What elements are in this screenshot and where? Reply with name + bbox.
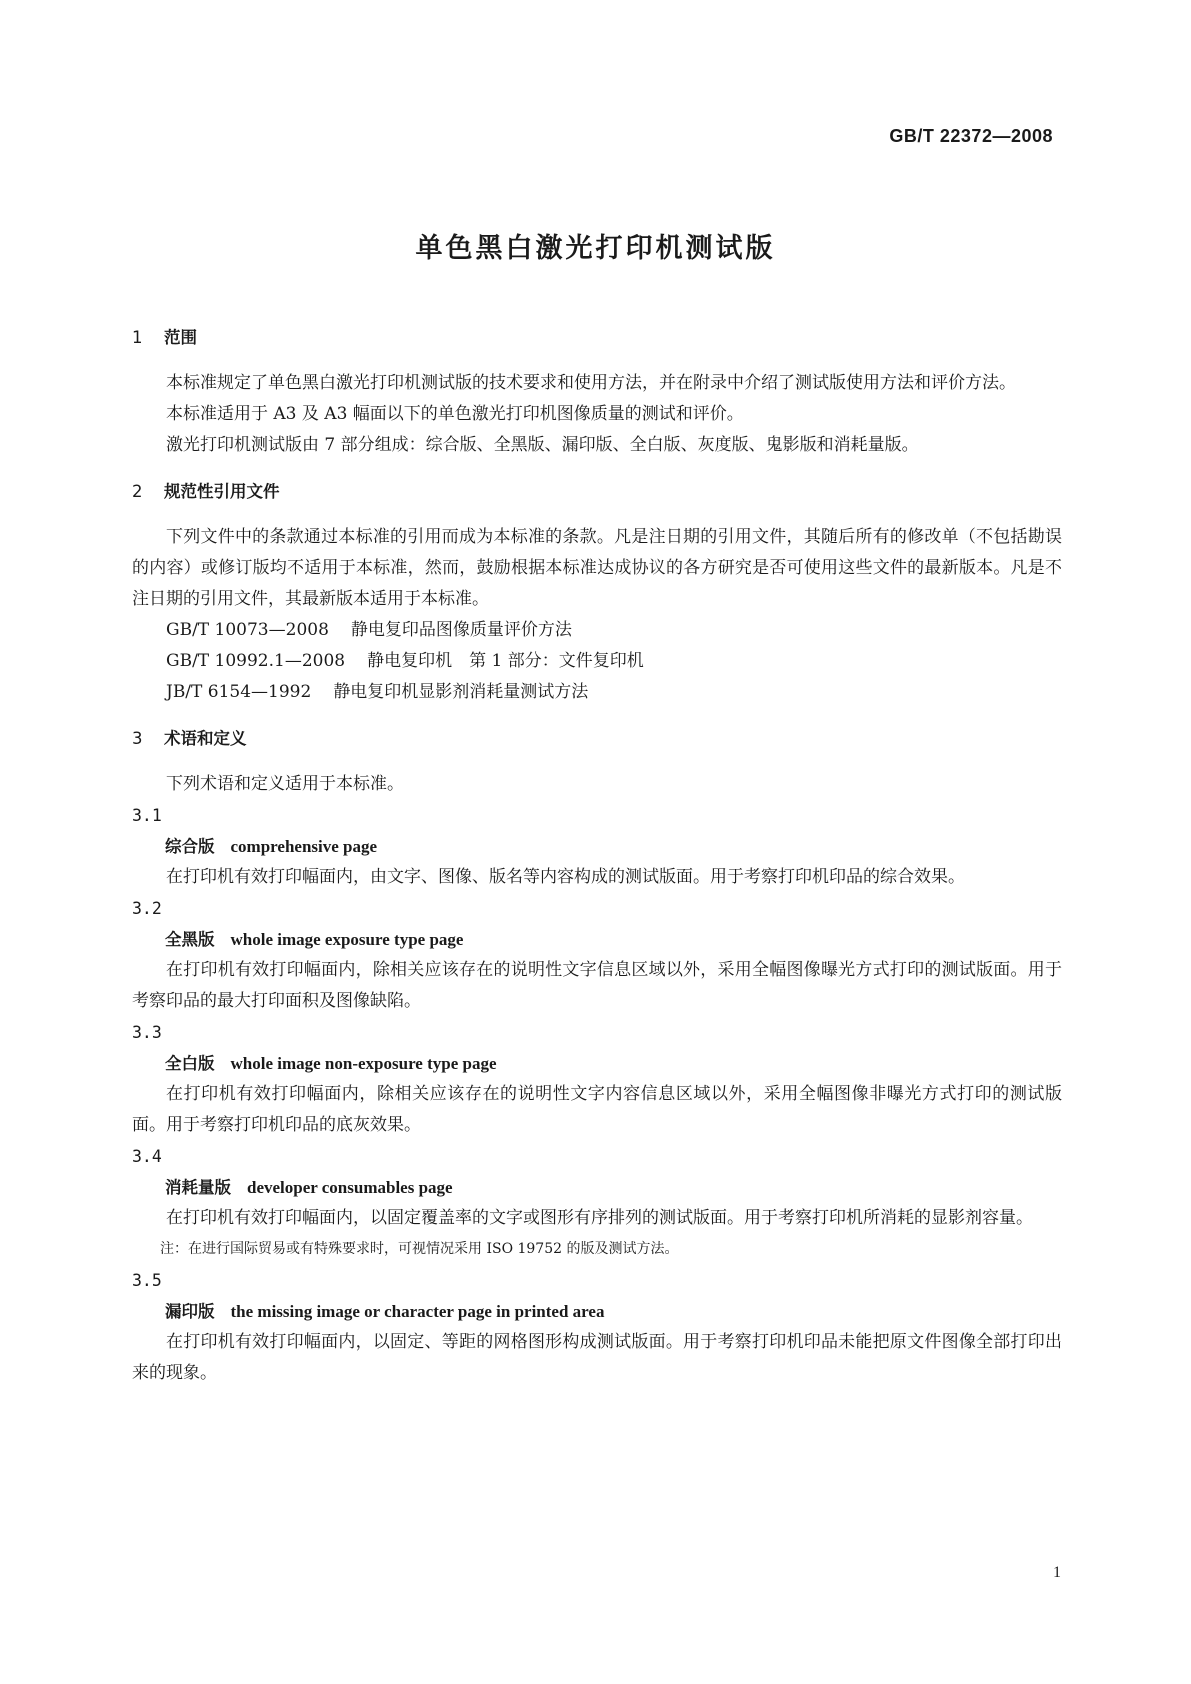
term-heading: [132, 1172, 1062, 1203]
term-zh: 全白版: [165, 1054, 215, 1073]
document-title: 单色黑白激光打印机测试版: [415, 233, 776, 264]
reference-item: [132, 615, 1062, 646]
term-number: 3.5: [132, 1271, 162, 1290]
section-number: 3: [132, 729, 143, 748]
reference-item: [132, 646, 1062, 677]
term-en: whole image exposure type page: [230, 930, 464, 949]
section-1-heading: [132, 322, 1062, 353]
term-note: 注：在进行国际贸易或有特殊要求时，可视情况采用 ISO 19752 的版及测试方法。: [160, 1241, 679, 1257]
reference-item: [132, 677, 1062, 708]
reference-code: GB/T 10073—2008: [166, 620, 329, 640]
term-number: 3.1: [132, 806, 162, 825]
term-en: whole image non-exposure type page: [230, 1054, 497, 1073]
page-number: 1: [1053, 1564, 1061, 1581]
term-heading: [132, 831, 1062, 862]
section-title: 范围: [164, 328, 197, 347]
term-zh: 消耗量版: [165, 1178, 231, 1197]
term-heading: [132, 924, 1062, 955]
reference-code: GB/T 10992.1—2008: [166, 651, 346, 671]
term-number: 3.3: [132, 1023, 162, 1042]
section-3-heading: [132, 723, 1062, 754]
term-definition: 在打印机有效打印幅面内，以固定、等距的网格图形构成测试版面。用于考察打印机印品未能把原文件图像全部打印出来的现象。: [132, 1332, 1062, 1383]
term-definition: 在打印机有效打印幅面内，由文字、图像、版名等内容构成的测试版面。用于考察打印机印品的综合效果。: [166, 867, 965, 887]
term-number: 3.2: [132, 899, 162, 918]
term-number: 3.4: [132, 1147, 162, 1166]
term-zh: 漏印版: [165, 1302, 215, 1321]
term-definition: 在打印机有效打印幅面内，除相关应该存在的说明性文字信息区域以外，采用全幅图像曝光方式打印的测试版面。用于考察印品的最大打印面积及图像缺陷。: [132, 960, 1062, 1011]
section-title: 术语和定义: [164, 729, 247, 748]
paragraph: 本标准适用于 A3 及 A3 幅面以下的单色激光打印机图像质量的测试和评价。: [166, 404, 744, 424]
term-zh: 综合版: [165, 837, 215, 856]
paragraph: 激光打印机测试版由 7 部分组成：综合版、全黑版、漏印版、全白版、灰度版、鬼影版和消耗量版。: [166, 435, 919, 455]
reference-code: JB/T 6154—1992: [166, 682, 312, 702]
standard-code: GB/T 22372—2008: [889, 126, 1053, 146]
paragraph: 本标准规定了单色黑白激光打印机测试版的技术要求和使用方法，并在附录中介绍了测试版使用方法和评价方法。: [166, 373, 1016, 393]
reference-title: 静电复印机显影剂消耗量测试方法: [333, 682, 589, 702]
section-number: 2: [132, 482, 143, 501]
document-body: [132, 322, 1062, 1389]
section-2-heading: [132, 476, 1062, 507]
term-heading: [132, 1296, 1062, 1327]
term-zh: 全黑版: [165, 930, 215, 949]
term-en: comprehensive page: [230, 837, 378, 856]
section-number: 1: [132, 328, 143, 347]
term-definition: 在打印机有效打印幅面内，以固定覆盖率的文字或图形有序排列的测试版面。用于考察打印机所消耗的显影剂容量。: [166, 1208, 1033, 1228]
term-heading: [132, 1048, 1062, 1079]
paragraph: 下列文件中的条款通过本标准的引用而成为本标准的条款。凡是注日期的引用文件，其随后所有的修改单（不包括勘误的内容）或修订版均不适用于本标准，然而，鼓励根据本标准达成协议的各方研究是否可使用这些文件的最新版本。凡是不注日期的引用文件，其最新版本适用于本标准。: [132, 527, 1062, 609]
paragraph: 下列术语和定义适用于本标准。: [166, 774, 404, 794]
term-definition: 在打印机有效打印幅面内，除相关应该存在的说明性文字内容信息区域以外，采用全幅图像非曝光方式打印的测试版面。用于考察打印机印品的底灰效果。: [132, 1084, 1062, 1135]
term-en: developer consumables page: [247, 1178, 453, 1197]
term-en: the missing image or character page in printed area: [230, 1302, 605, 1321]
reference-title: 静电复印品图像质量评价方法: [350, 620, 572, 640]
reference-title: 静电复印机 第 1 部分：文件复印机: [367, 651, 644, 671]
section-title: 规范性引用文件: [164, 482, 280, 501]
